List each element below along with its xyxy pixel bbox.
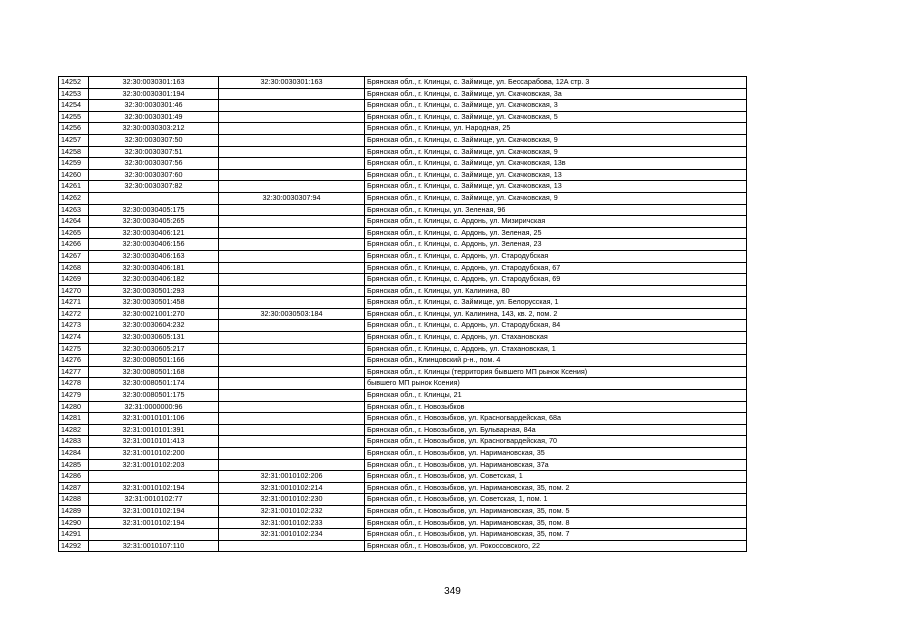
- cell-record-number: 14252: [59, 77, 89, 89]
- table-row: [59, 192, 747, 204]
- cell-cadastral-number: 32:30:0030605:131: [89, 332, 219, 344]
- cell-cadastral-number-2: [219, 123, 365, 135]
- table-row: [59, 529, 747, 541]
- cell-record-number: 14278: [59, 378, 89, 390]
- table-row: [59, 343, 747, 355]
- cell-record-number: 14256: [59, 123, 89, 135]
- cell-record-number: 14253: [59, 88, 89, 100]
- cell-address: Брянская обл., г. Клинцы, с. Ардонь, ул. Стародубская: [365, 250, 747, 262]
- cell-cadastral-number: 32:30:0021001:270: [89, 308, 219, 320]
- table-row: [59, 366, 747, 378]
- cell-cadastral-number: 32:31:0010101:413: [89, 436, 219, 448]
- cell-record-number: 14271: [59, 297, 89, 309]
- table-row: [59, 285, 747, 297]
- cell-address: Брянская обл., г. Клинцы, с. Займище, ул. Скачковская, 3а: [365, 88, 747, 100]
- cell-cadastral-number: 32:31:0010102:194: [89, 505, 219, 517]
- cell-cadastral-number-2: 32:31:0010102:230: [219, 494, 365, 506]
- cell-cadastral-number: 32:31:0010102:194: [89, 517, 219, 529]
- cell-cadastral-number: 32:30:0030307:60: [89, 169, 219, 181]
- cell-cadastral-number: 32:31:0010101:391: [89, 424, 219, 436]
- cell-cadastral-number-2: [219, 100, 365, 112]
- cell-cadastral-number: 32:30:0030405:175: [89, 204, 219, 216]
- cell-record-number: 14288: [59, 494, 89, 506]
- table-row: [59, 494, 747, 506]
- cell-address: Брянская обл., г. Клинцы, с. Займище, ул. Скачковская, 13: [365, 169, 747, 181]
- cell-address: Брянская обл., г. Клинцы, ул. Зеленая, 96: [365, 204, 747, 216]
- table-row: [59, 181, 747, 193]
- cell-record-number: 14283: [59, 436, 89, 448]
- cell-address: Брянская обл., г. Новозыбков: [365, 401, 747, 413]
- cell-cadastral-number-2: [219, 169, 365, 181]
- cell-cadastral-number: 32:30:0030406:182: [89, 274, 219, 286]
- cell-cadastral-number-2: [219, 366, 365, 378]
- table-row: [59, 482, 747, 494]
- table-row: [59, 274, 747, 286]
- cell-cadastral-number-2: [219, 274, 365, 286]
- cell-address: Брянская обл., г. Клинцы, с. Ардонь, ул. Стародубская, 67: [365, 262, 747, 274]
- table-row: [59, 424, 747, 436]
- table-row: [59, 111, 747, 123]
- table-row: [59, 378, 747, 390]
- cell-record-number: 14285: [59, 459, 89, 471]
- cell-cadastral-number-2: 32:31:0010102:234: [219, 529, 365, 541]
- table-row: [59, 262, 747, 274]
- cell-cadastral-number: 32:30:0030406:163: [89, 250, 219, 262]
- cell-address: Брянская обл., г. Клинцы, с. Ардонь, ул. Мизиричская: [365, 216, 747, 228]
- cell-cadastral-number-2: [219, 459, 365, 471]
- cell-cadastral-number: 32:30:0080501:174: [89, 378, 219, 390]
- cell-cadastral-number-2: [219, 239, 365, 251]
- table-row: [59, 250, 747, 262]
- cell-address: Брянская обл., г. Клинцы, с. Займище, ул. Скачковская, 9: [365, 134, 747, 146]
- cell-cadastral-number: 32:30:0030604:232: [89, 320, 219, 332]
- table-row: [59, 100, 747, 112]
- cell-cadastral-number: 32:31:0010102:203: [89, 459, 219, 471]
- cell-record-number: 14291: [59, 529, 89, 541]
- cell-record-number: 14254: [59, 100, 89, 112]
- cell-cadastral-number: 32:30:0030301:194: [89, 88, 219, 100]
- cell-cadastral-number: 32:30:0030301:46: [89, 100, 219, 112]
- cell-address: Брянская обл., г. Клинцы, с. Ардонь, ул. Зеленая, 25: [365, 227, 747, 239]
- cell-record-number: 14262: [59, 192, 89, 204]
- cell-cadastral-number-2: [219, 424, 365, 436]
- cell-cadastral-number-2: [219, 262, 365, 274]
- registry-table: [58, 76, 747, 552]
- cell-cadastral-number-2: [219, 285, 365, 297]
- cell-cadastral-number-2: [219, 343, 365, 355]
- cell-address: Брянская обл., г. Клинцы, с. Займище, ул. Скачковская, 9: [365, 146, 747, 158]
- cell-cadastral-number-2: [219, 378, 365, 390]
- cell-address: Брянская обл., г. Клинцы, с. Ардонь, ул. Зеленая, 23: [365, 239, 747, 251]
- cell-record-number: 14270: [59, 285, 89, 297]
- table-row: [59, 146, 747, 158]
- table-row: [59, 158, 747, 170]
- cell-record-number: 14260: [59, 169, 89, 181]
- cell-address: Брянская обл., г. Клинцы (территория бывшего МП рынок Ксения): [365, 366, 747, 378]
- cell-cadastral-number: 32:30:0030301:163: [89, 77, 219, 89]
- cell-record-number: 14276: [59, 355, 89, 367]
- cell-cadastral-number-2: 32:30:0030307:94: [219, 192, 365, 204]
- table-row: [59, 169, 747, 181]
- cell-record-number: 14255: [59, 111, 89, 123]
- cell-record-number: 14282: [59, 424, 89, 436]
- cell-cadastral-number-2: 32:31:0010102:214: [219, 482, 365, 494]
- cell-cadastral-number-2: [219, 204, 365, 216]
- cell-address: Брянская обл., г. Клинцы, с. Займище, ул. Скачковская, 5: [365, 111, 747, 123]
- cell-record-number: 14281: [59, 413, 89, 425]
- cell-record-number: 14292: [59, 540, 89, 552]
- table-row: [59, 505, 747, 517]
- cell-address: Брянская обл., г. Новозыбков, ул. Наримановская, 35, пом. 2: [365, 482, 747, 494]
- cell-cadastral-number-2: [219, 227, 365, 239]
- cell-record-number: 14273: [59, 320, 89, 332]
- cell-cadastral-number-2: [219, 88, 365, 100]
- cell-cadastral-number-2: [219, 216, 365, 228]
- cell-cadastral-number: 32:30:0030406:181: [89, 262, 219, 274]
- cell-cadastral-number: 32:30:0080501:175: [89, 390, 219, 402]
- cell-cadastral-number: 32:30:0030405:265: [89, 216, 219, 228]
- cell-record-number: 14287: [59, 482, 89, 494]
- cell-record-number: 14286: [59, 471, 89, 483]
- cell-address: Брянская обл., г. Клинцы, с. Займище, ул. Скачковская, 9: [365, 192, 747, 204]
- cell-address: Брянская обл., г. Новозыбков, ул. Красногвардейская, 68а: [365, 413, 747, 425]
- cell-cadastral-number: 32:30:0030406:121: [89, 227, 219, 239]
- cell-cadastral-number: 32:30:0030303:212: [89, 123, 219, 135]
- cell-record-number: 14279: [59, 390, 89, 402]
- cell-cadastral-number-2: [219, 158, 365, 170]
- cell-cadastral-number-2: [219, 146, 365, 158]
- cell-cadastral-number: 32:31:0010102:194: [89, 482, 219, 494]
- table-row: [59, 88, 747, 100]
- cell-address: Брянская обл., г. Клинцы, с. Займище, ул. Бессарабова, 12А стр. 3: [365, 77, 747, 89]
- cell-address: Брянская обл., г. Клинцы, ул. Народная, 25: [365, 123, 747, 135]
- cell-address: Брянская обл., г. Новозыбков, ул. Рокоссовского, 22: [365, 540, 747, 552]
- registry-table-body: [59, 77, 747, 552]
- cell-record-number: 14269: [59, 274, 89, 286]
- table-row: [59, 297, 747, 309]
- table-row: [59, 332, 747, 344]
- table-row: [59, 320, 747, 332]
- cell-record-number: 14265: [59, 227, 89, 239]
- cell-cadastral-number-2: [219, 413, 365, 425]
- table-row: [59, 459, 747, 471]
- cell-address: Брянская обл., г. Клинцы, с. Ардонь, ул. Стародубская, 84: [365, 320, 747, 332]
- cell-record-number: 14277: [59, 366, 89, 378]
- cell-cadastral-number-2: 32:31:0010102:233: [219, 517, 365, 529]
- page-number: 349: [444, 586, 461, 597]
- cell-address: Брянская обл., г. Клинцы, с. Ардонь, ул. Стародубская, 69: [365, 274, 747, 286]
- cell-record-number: 14261: [59, 181, 89, 193]
- table-row: [59, 227, 747, 239]
- cell-address: Брянская обл., г. Клинцы, ул. Калинина, 143, кв. 2, пом. 2: [365, 308, 747, 320]
- cell-address: Брянская обл., г. Клинцы, с. Займище, ул. Скачковская, 13в: [365, 158, 747, 170]
- cell-cadastral-number: 32:30:0030501:293: [89, 285, 219, 297]
- cell-record-number: 14259: [59, 158, 89, 170]
- cell-cadastral-number-2: [219, 355, 365, 367]
- cell-record-number: 14280: [59, 401, 89, 413]
- table-row: [59, 436, 747, 448]
- table-row: [59, 239, 747, 251]
- cell-address: Брянская обл., г. Клинцы, с. Займище, ул. Белорусская, 1: [365, 297, 747, 309]
- cell-cadastral-number-2: 32:30:0030301:163: [219, 77, 365, 89]
- cell-address: Брянская обл., г. Новозыбков, ул. Наримановская, 35, пом. 8: [365, 517, 747, 529]
- cell-cadastral-number-2: [219, 111, 365, 123]
- cell-address: Брянская обл., г. Новозыбков, ул. Советская, 1, пом. 1: [365, 494, 747, 506]
- cell-cadastral-number-2: [219, 181, 365, 193]
- cell-address: Брянская обл., г. Клинцы, с. Ардонь, ул. Стахановская: [365, 332, 747, 344]
- cell-cadastral-number-2: 32:31:0010102:232: [219, 505, 365, 517]
- cell-cadastral-number-2: [219, 250, 365, 262]
- cell-cadastral-number: 32:30:0030307:50: [89, 134, 219, 146]
- cell-cadastral-number: [89, 471, 219, 483]
- cell-record-number: 14257: [59, 134, 89, 146]
- cell-cadastral-number: 32:31:0010107:110: [89, 540, 219, 552]
- cell-record-number: 14258: [59, 146, 89, 158]
- cell-record-number: 14264: [59, 216, 89, 228]
- cell-cadastral-number: 32:30:0080501:166: [89, 355, 219, 367]
- cell-address: Брянская обл., г. Клинцы, 21: [365, 390, 747, 402]
- cell-record-number: 14267: [59, 250, 89, 262]
- cell-cadastral-number-2: [219, 448, 365, 460]
- table-row: [59, 448, 747, 460]
- table-row: [59, 413, 747, 425]
- table-row: [59, 216, 747, 228]
- cell-address: Брянская обл., Клинцовский р-н., пом. 4: [365, 355, 747, 367]
- table-row: [59, 355, 747, 367]
- cell-cadastral-number-2: [219, 436, 365, 448]
- cell-cadastral-number-2: [219, 401, 365, 413]
- table-row: [59, 77, 747, 89]
- cell-address: Брянская обл., г. Новозыбков, ул. Советская, 1: [365, 471, 747, 483]
- cell-cadastral-number-2: 32:31:0010102:206: [219, 471, 365, 483]
- cell-cadastral-number-2: [219, 297, 365, 309]
- cell-address: Брянская обл., г. Новозыбков, ул. Бульварная, 84а: [365, 424, 747, 436]
- table-row: [59, 401, 747, 413]
- cell-cadastral-number-2: [219, 320, 365, 332]
- cell-cadastral-number: 32:30:0030501:458: [89, 297, 219, 309]
- cell-record-number: 14274: [59, 332, 89, 344]
- table-row: [59, 204, 747, 216]
- cell-cadastral-number: 32:31:0010102:200: [89, 448, 219, 460]
- cell-record-number: 14272: [59, 308, 89, 320]
- cell-record-number: 14268: [59, 262, 89, 274]
- cell-address: Брянская обл., г. Клинцы, ул. Калинина, 80: [365, 285, 747, 297]
- table-row: [59, 134, 747, 146]
- cell-record-number: 14289: [59, 505, 89, 517]
- cell-cadastral-number: 32:31:0010101:106: [89, 413, 219, 425]
- cell-cadastral-number: 32:31:0000000:96: [89, 401, 219, 413]
- table-row: [59, 540, 747, 552]
- cell-cadastral-number: 32:30:0030307:82: [89, 181, 219, 193]
- table-row: [59, 123, 747, 135]
- cell-address: бывшего МП рынок Ксения): [365, 378, 747, 390]
- cell-cadastral-number: 32:30:0030307:51: [89, 146, 219, 158]
- cell-cadastral-number: 32:30:0080501:168: [89, 366, 219, 378]
- cell-cadastral-number: 32:31:0010102:77: [89, 494, 219, 506]
- cell-address: Брянская обл., г. Клинцы, с. Займище, ул. Скачковская, 13: [365, 181, 747, 193]
- cell-address: Брянская обл., г. Новозыбков, ул. Красногвардейская, 70: [365, 436, 747, 448]
- cell-cadastral-number-2: 32:30:0030503:184: [219, 308, 365, 320]
- cell-cadastral-number: [89, 192, 219, 204]
- cell-record-number: 14284: [59, 448, 89, 460]
- cell-address: Брянская обл., г. Новозыбков, ул. Наримановская, 37а: [365, 459, 747, 471]
- table-row: [59, 471, 747, 483]
- cell-cadastral-number-2: [219, 332, 365, 344]
- cell-record-number: 14266: [59, 239, 89, 251]
- cell-cadastral-number-2: [219, 134, 365, 146]
- cell-record-number: 14290: [59, 517, 89, 529]
- cell-address: Брянская обл., г. Новозыбков, ул. Наримановская, 35: [365, 448, 747, 460]
- cell-record-number: 14275: [59, 343, 89, 355]
- cell-cadastral-number: 32:30:0030307:56: [89, 158, 219, 170]
- cell-record-number: 14263: [59, 204, 89, 216]
- cell-cadastral-number: [89, 529, 219, 541]
- cell-cadastral-number-2: [219, 540, 365, 552]
- cell-cadastral-number: 32:30:0030301:49: [89, 111, 219, 123]
- cell-address: Брянская обл., г. Новозыбков, ул. Наримановская, 35, пом. 7: [365, 529, 747, 541]
- cell-cadastral-number: 32:30:0030605:217: [89, 343, 219, 355]
- table-row: [59, 390, 747, 402]
- cell-address: Брянская обл., г. Новозыбков, ул. Наримановская, 35, пом. 5: [365, 505, 747, 517]
- table-row: [59, 517, 747, 529]
- cell-cadastral-number-2: [219, 390, 365, 402]
- cell-address: Брянская обл., г. Клинцы, с. Займище, ул. Скачковская, 3: [365, 100, 747, 112]
- cell-address: Брянская обл., г. Клинцы, с. Ардонь, ул. Стахановская, 1: [365, 343, 747, 355]
- table-row: [59, 308, 747, 320]
- cell-cadastral-number: 32:30:0030406:156: [89, 239, 219, 251]
